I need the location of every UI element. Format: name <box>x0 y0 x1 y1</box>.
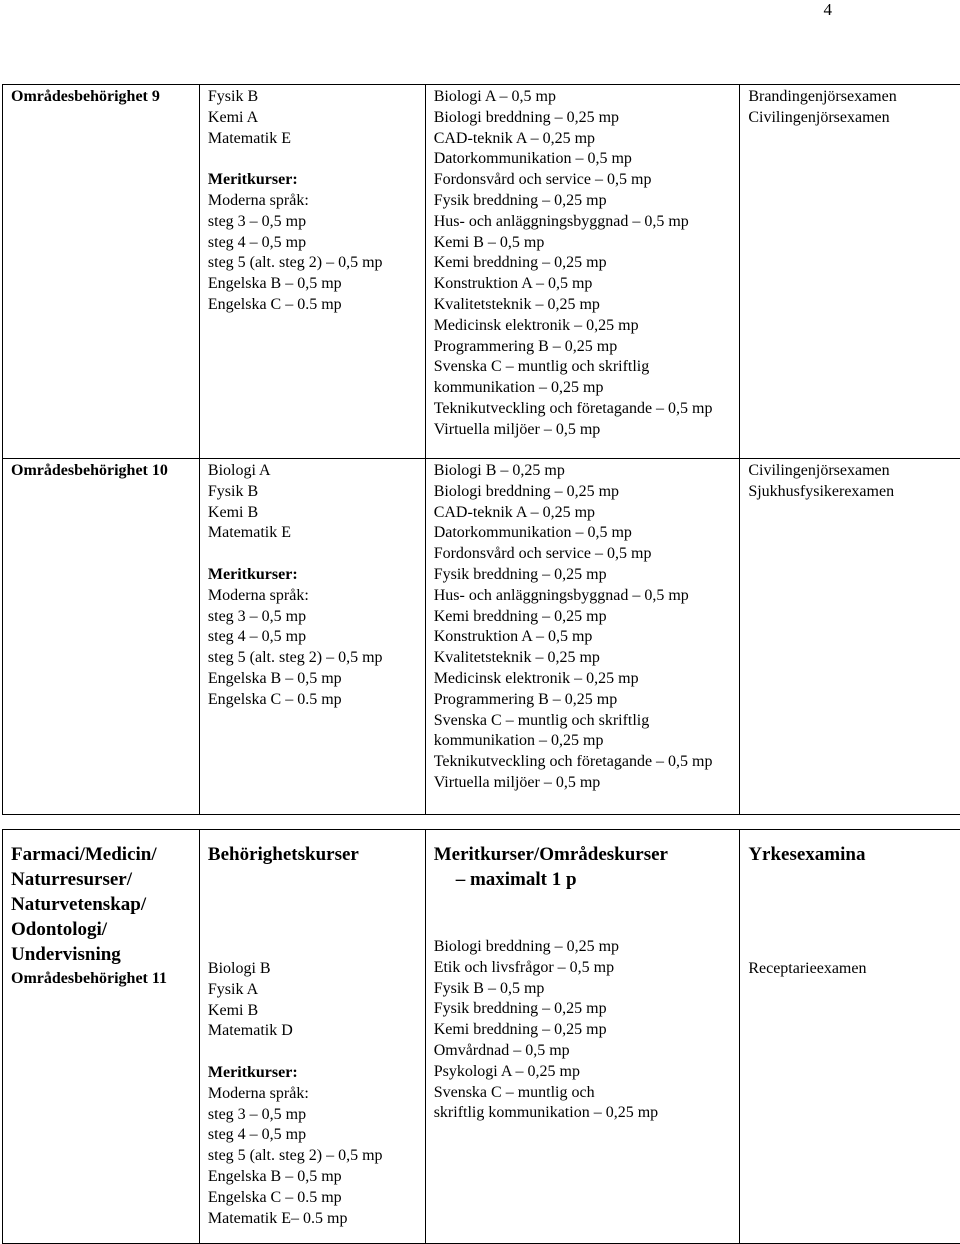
merit-label: Meritkurser: <box>208 1063 417 1084</box>
merit-item: Moderna språk: <box>208 1084 417 1105</box>
area-course-item: Hus- och anläggningsbyggnad – 0,5 mp <box>434 212 732 233</box>
admission-table-lower <box>2 829 960 1244</box>
area-courses-header-sub: – maximalt 1 p <box>434 867 732 892</box>
area-course-item: Medicinsk elektronik – 0,25 mp <box>434 316 732 337</box>
merit-label: Meritkurser: <box>208 170 417 191</box>
area-label: Områdesbehörighet 10 <box>11 461 191 482</box>
area-course-item: Biologi breddning – 0,25 mp <box>434 937 732 958</box>
area-course-item: Kemi breddning – 0,25 mp <box>434 607 732 628</box>
table-row-area-9 <box>3 85 960 459</box>
area-course-item: Kvalitetsteknik – 0,25 mp <box>434 648 732 669</box>
course-item: Matematik E <box>208 523 417 544</box>
merit-item: steg 5 (alt. steg 2) – 0,5 mp <box>208 648 417 669</box>
course-item: Fysik B <box>208 87 417 108</box>
area-course-item: Fysik breddning – 0,25 mp <box>434 999 732 1020</box>
courses-header: Behörighetskurser <box>208 842 417 867</box>
merit-item: Moderna språk: <box>208 586 417 607</box>
area-courses-cell <box>425 830 740 1244</box>
merit-item: steg 3 – 0,5 mp <box>208 1105 417 1126</box>
area-title-line: Undervisning <box>11 942 191 967</box>
courses-cell <box>199 459 425 815</box>
area-course-item: Datorkommunikation – 0,5 mp <box>434 149 732 170</box>
area-course-item: Virtuella miljöer – 0,5 mp <box>434 773 732 794</box>
course-item: Fysik B <box>208 482 417 503</box>
degrees-cell <box>740 85 960 459</box>
course-item: Matematik D <box>208 1021 417 1042</box>
merit-label: Meritkurser: <box>208 565 417 586</box>
area-course-item: Programmering B – 0,25 mp <box>434 690 732 711</box>
area-cell <box>3 85 200 459</box>
merit-item: Engelska C – 0.5 mp <box>208 690 417 711</box>
merit-item: steg 4 – 0,5 mp <box>208 1125 417 1146</box>
merit-item: steg 3 – 0,5 mp <box>208 607 417 628</box>
area-course-item: Kemi breddning – 0,25 mp <box>434 1020 732 1041</box>
area-cell <box>3 830 200 1244</box>
degrees-cell <box>740 459 960 815</box>
area-course-item: Svenska C – muntlig och skriftlig kommunikation – 0,25 mp <box>434 357 732 399</box>
area-course-item: Biologi A – 0,5 mp <box>434 87 732 108</box>
area-course-item: Biologi breddning – 0,25 mp <box>434 108 732 129</box>
table-row-area-11 <box>3 830 960 1244</box>
area-course-item: Fysik B – 0,5 mp <box>434 979 732 1000</box>
area-course-item: Svenska C – muntlig och <box>434 1083 732 1104</box>
area-course-item: Teknikutveckling och företagande – 0,5 mp <box>434 399 732 420</box>
area-course-item: Teknikutveckling och företagande – 0,5 mp <box>434 752 732 773</box>
course-item: Fysik A <box>208 980 417 1001</box>
course-item: Biologi B <box>208 959 417 980</box>
area-courses-cell <box>425 85 740 459</box>
area-label: Områdesbehörighet 9 <box>11 87 191 108</box>
area-title-line: Farmaci/Medicin/ <box>11 842 191 867</box>
merit-item: Engelska B – 0,5 mp <box>208 669 417 690</box>
area-label: Områdesbehörighet 11 <box>11 969 191 990</box>
merit-item: Engelska B – 0,5 mp <box>208 274 417 295</box>
area-course-item: Etik och livsfrågor – 0,5 mp <box>434 958 732 979</box>
area-cell <box>3 459 200 815</box>
area-course-item: Programmering B – 0,25 mp <box>434 337 732 358</box>
courses-cell <box>199 830 425 1244</box>
area-title-line: Naturresurser/ <box>11 867 191 892</box>
merit-item: Moderna språk: <box>208 191 417 212</box>
area-course-item: Svenska C – muntlig och skriftlig kommunikation – 0,25 mp <box>434 711 732 753</box>
area-course-item: Kvalitetsteknik – 0,25 mp <box>434 295 732 316</box>
area-course-item: Biologi breddning – 0,25 mp <box>434 482 732 503</box>
degree-item: Civilingenjörsexamen <box>748 108 955 129</box>
merit-item: steg 4 – 0,5 mp <box>208 233 417 254</box>
area-course-item: Biologi B – 0,25 mp <box>434 461 732 482</box>
area-course-item: Datorkommunikation – 0,5 mp <box>434 523 732 544</box>
area-course-item: CAD-teknik A – 0,25 mp <box>434 503 732 524</box>
degree-item: Civilingenjörsexamen <box>748 461 955 482</box>
area-course-item: Fordonsvård och service – 0,5 mp <box>434 544 732 565</box>
merit-item: Matematik E– 0.5 mp <box>208 1209 417 1230</box>
merit-item: steg 5 (alt. steg 2) – 0,5 mp <box>208 253 417 274</box>
area-course-item: Psykologi A – 0,25 mp <box>434 1062 732 1083</box>
area-course-item: Omvårdnad – 0,5 mp <box>434 1041 732 1062</box>
course-item: Kemi A <box>208 108 417 129</box>
area-title-line: Odontologi/ <box>11 917 191 942</box>
course-item: Kemi B <box>208 503 417 524</box>
area-course-item: Kemi breddning – 0,25 mp <box>434 253 732 274</box>
admission-table-upper <box>2 84 960 815</box>
table-row-area-10 <box>3 459 960 815</box>
area-course-item: Hus- och anläggningsbyggnad – 0,5 mp <box>434 586 732 607</box>
merit-item: Engelska B – 0,5 mp <box>208 1167 417 1188</box>
degree-item: Sjukhusfysikerexamen <box>748 482 955 503</box>
degrees-header: Yrkesexamina <box>748 842 955 867</box>
courses-cell <box>199 85 425 459</box>
degree-item: Brandingenjörsexamen <box>748 87 955 108</box>
area-course-item: skriftlig kommunikation – 0,25 mp <box>434 1103 732 1124</box>
merit-item: Engelska C – 0.5 mp <box>208 1188 417 1209</box>
area-course-item: Kemi B – 0,5 mp <box>434 233 732 254</box>
page-number: 4 <box>824 0 833 20</box>
area-title-line: Naturvetenskap/ <box>11 892 191 917</box>
area-course-item: Virtuella miljöer – 0,5 mp <box>434 420 732 441</box>
area-course-item: Konstruktion A – 0,5 mp <box>434 627 732 648</box>
area-course-item: Konstruktion A – 0,5 mp <box>434 274 732 295</box>
course-item: Matematik E <box>208 129 417 150</box>
area-courses-header: Meritkurser/Områdeskurser <box>434 842 732 867</box>
area-course-item: Fysik breddning – 0,25 mp <box>434 565 732 586</box>
area-course-item: Medicinsk elektronik – 0,25 mp <box>434 669 732 690</box>
area-course-item: Fordonsvård och service – 0,5 mp <box>434 170 732 191</box>
course-item: Kemi B <box>208 1001 417 1022</box>
merit-item: steg 3 – 0,5 mp <box>208 212 417 233</box>
degrees-cell <box>740 830 960 1244</box>
area-course-item: CAD-teknik A – 0,25 mp <box>434 129 732 150</box>
merit-item: Engelska C – 0.5 mp <box>208 295 417 316</box>
area-courses-cell <box>425 459 740 815</box>
area-course-item: Fysik breddning – 0,25 mp <box>434 191 732 212</box>
course-item: Biologi A <box>208 461 417 482</box>
merit-item: steg 4 – 0,5 mp <box>208 627 417 648</box>
merit-item: steg 5 (alt. steg 2) – 0,5 mp <box>208 1146 417 1167</box>
degree-item: Receptarieexamen <box>748 959 955 980</box>
